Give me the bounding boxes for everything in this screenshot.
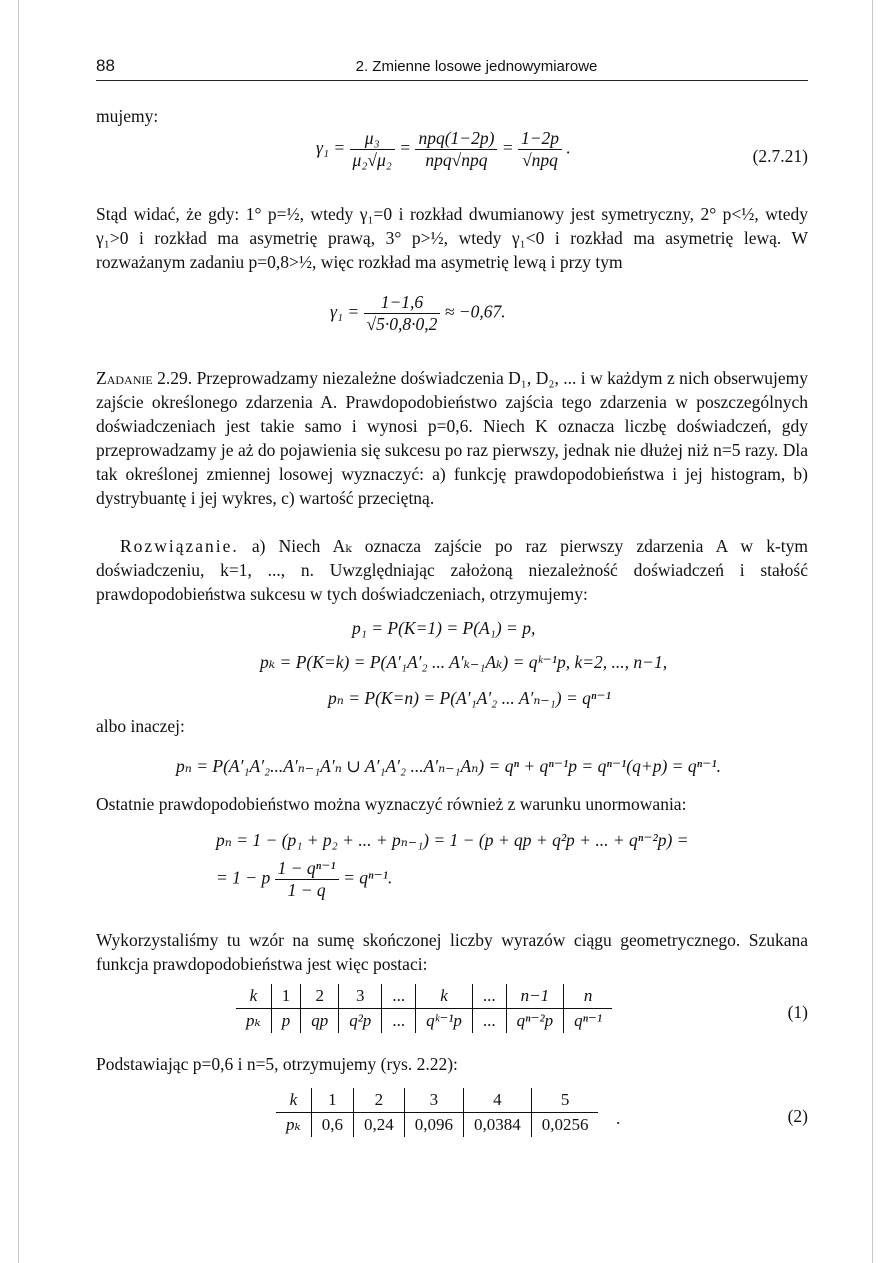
fraction-3: $\frac{1-2p}{\text{√npq}}$ bbox=[518, 128, 562, 171]
substitution-paragraph: Podstawiając p=0,6 i n=5, otrzymujemy (rys. 2.22): bbox=[96, 1054, 458, 1074]
fraction-1: $\frac{\text{μ₃}}{\text{μ₂√μ₂}}$ bbox=[350, 128, 395, 171]
task-2-29 bbox=[96, 366, 808, 510]
albo-text: albo inaczej: bbox=[96, 716, 185, 736]
table-row: k 1 2 3 ... k ... n−1 n bbox=[236, 984, 612, 1009]
gamma-fraction: $\frac{1-1,6}{√5\cdot 0,8\cdot 0,2}$ bbox=[364, 292, 441, 335]
equation-pk: pₖ = P(K=k) = P(A′₁A′₂ ... A′ₖ₋₁Aₖ) = qᵏ⁻¹p, k=2, ..., n−1, bbox=[260, 652, 668, 672]
equation-gamma-value: γ₁ = $\frac{1-1,6}{√5\cdot 0,8\cdot 0,2}$ ≈ −0,67. bbox=[330, 292, 506, 334]
task-label: Zadanie bbox=[96, 368, 153, 388]
page-number: 88 bbox=[96, 56, 115, 75]
normalization-fraction: $\frac{\text{1 − qⁿ⁻¹}}{1 - q}$ bbox=[275, 858, 339, 901]
solution-text: a) Niech Aₖ oznacza zajście po raz pierwszy zdarzenia A w k-tym doświadczeniu, k=1, ..., n. Uwzględniając założoną niezależność doświadczeń i stałość prawdopodobieństwa sukcesu w tych doświadczeniach, otrzymujemy: bbox=[96, 536, 808, 604]
geometric-series-paragraph: Wykorzystaliśmy tu wzór na sumę skończonej liczby wyrazów ciągu geometrycznego. Szukana funkcja prawdopodobieństwa jest więc postaci: bbox=[96, 930, 808, 974]
equation-p1: p₁ = P(K=1) = P(A₁) = p, bbox=[352, 618, 536, 638]
equation-2-7-21: γ₁ = $\frac{\text{μ₃}}{\text{μ₂√μ₂}}$ = $\frac{\text{npq(1−2p)}}{\text{npq√npq}}$ = $\frac{1-2p}{\text{√npq}}$ . bbox=[316, 128, 571, 170]
equation-normalization-2: = 1 − p $\frac{\text{1 − qⁿ⁻¹}}{1 - q}$ = qⁿ⁻¹. bbox=[216, 858, 393, 900]
table-number-2: (2) bbox=[787, 1106, 808, 1126]
running-header: 2. Zmienne losowe jednowymiarowe bbox=[355, 58, 598, 75]
eq-lhs: γ₁ = bbox=[316, 137, 346, 158]
normalization-paragraph: Ostatnie prawdopodobieństwo można wyznaczyć również z warunku unormowania: bbox=[96, 794, 687, 814]
general-distribution-table bbox=[236, 984, 612, 1033]
intro-text: mujemy: bbox=[96, 106, 159, 126]
task-number: 2.29. bbox=[157, 368, 193, 388]
task-text: Przeprowadzamy niezależne doświadczenia D₁, D₂, ... i w każdym z nich obserwujemy zajście określonego zdarzenia A. Prawdopodobieństwo zajścia tego zdarzenia w poszczególnych doświadczeniach jest takie samo i wynosi p=0,6. Niech K oznacza liczbę doświadczeń, gdy przeprowadzamy je aż do pojawienia się sukcesu po raz pierwszy, jednak nie dłużej niż n=5 razy. Dla tak określonej zmiennej losowej wyznaczyć: a) funkcję prawdopodobieństwa i jej histogram, b) dystrybuantę i jej wykres, c) wartość przeciętną. bbox=[96, 368, 809, 508]
table2-period: . bbox=[616, 1108, 621, 1128]
solution-paragraph bbox=[96, 534, 808, 606]
table-number-1: (1) bbox=[787, 1002, 808, 1022]
table-row: pₖ 0,6 0,24 0,096 0,0384 0,0256 bbox=[276, 1113, 598, 1138]
fraction-2: $\frac{\text{npq(1−2p)}}{\text{npq√npq}}$ bbox=[415, 128, 497, 171]
left-page-edge bbox=[18, 0, 19, 1263]
equation-normalization-1: pₙ = 1 − (p₁ + p₂ + ... + pₙ₋₁) = 1 − (p + qp + q²p + ... + qⁿ⁻²p) = bbox=[216, 830, 689, 850]
equation-pn: pₙ = P(K=n) = P(A′₁A′₂ ... A′ₙ₋₁) = qⁿ⁻¹ bbox=[328, 688, 611, 708]
table-row: pₖ p qp q²p ... qᵏ⁻¹p ... qⁿ⁻²p qⁿ⁻¹ bbox=[236, 1009, 612, 1034]
equation-pn-alt: pₙ = P(A′₁A′₂...A′ₙ₋₁A′ₙ ∪ A′₁A′₂ ...A′ₙ₋₁Aₙ) = qⁿ + qⁿ⁻¹p = qⁿ⁻¹(q+p) = qⁿ⁻¹. bbox=[176, 756, 721, 776]
header-rule bbox=[96, 80, 808, 81]
numeric-distribution-table bbox=[276, 1088, 598, 1137]
table-row: k 1 2 3 4 5 bbox=[276, 1088, 598, 1113]
symmetry-paragraph: Stąd widać, że gdy: 1° p=½, wtedy γ₁=0 i rozkład dwumianowy jest symetryczny, 2° p<½, wtedy γ₁>0 i rozkład ma asymetrię prawą, 3° p>½, wtedy γ₁<0 i rozkład ma asymetrię lewą. W rozważanym zadaniu p=0,8>½, więc rozkład ma asymetrię lewą i przy tym bbox=[96, 204, 808, 272]
solution-label: Rozwiązanie. bbox=[120, 536, 239, 556]
equation-number-2-7-21: (2.7.21) bbox=[752, 146, 808, 166]
right-page-edge bbox=[872, 0, 873, 1263]
